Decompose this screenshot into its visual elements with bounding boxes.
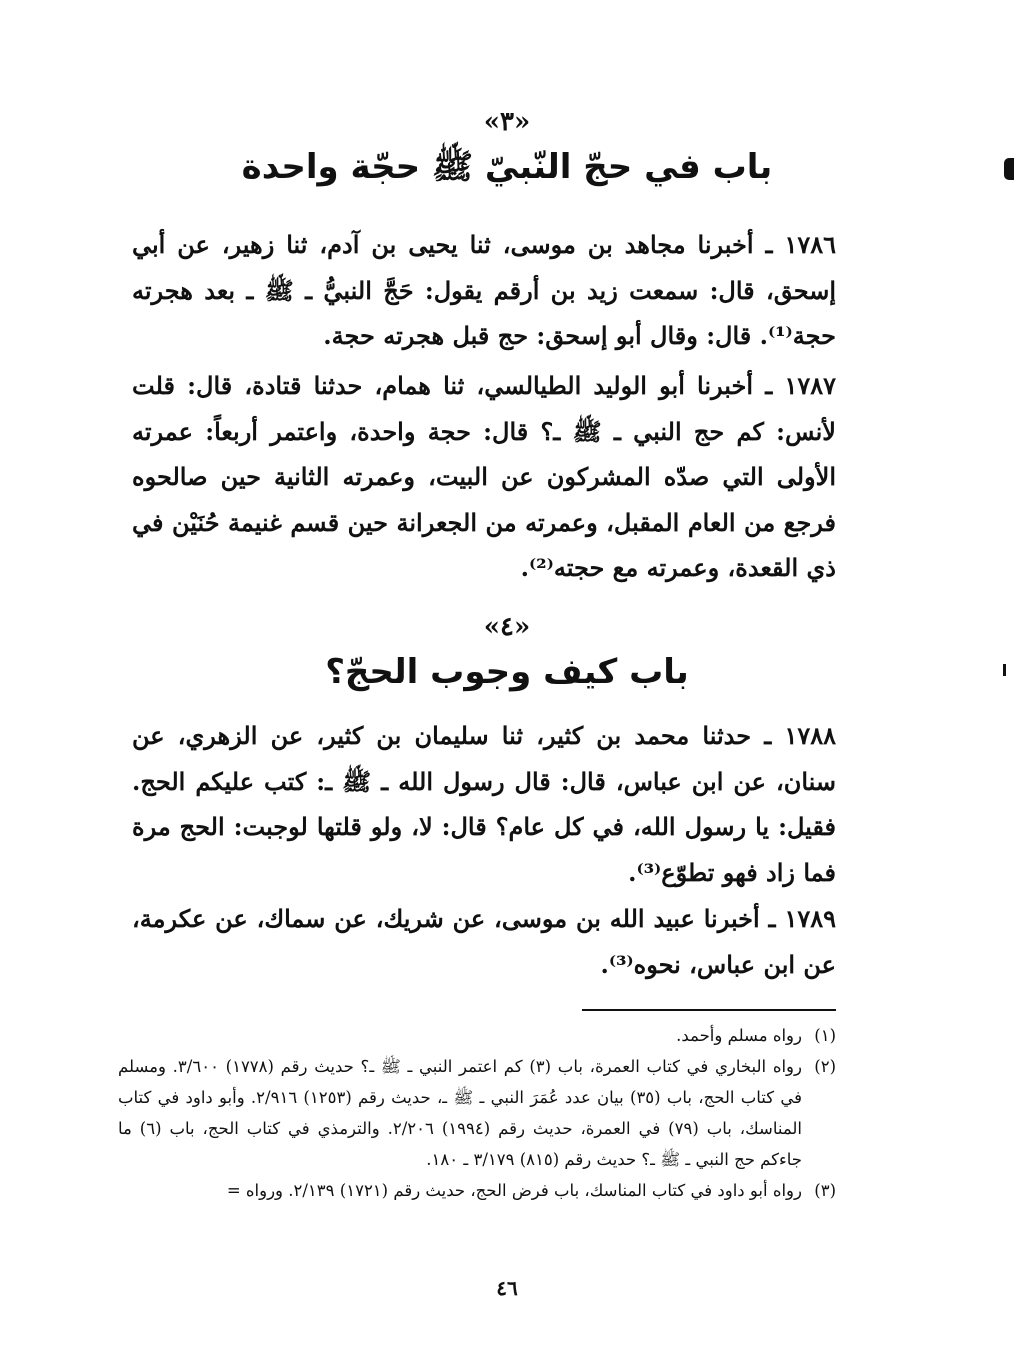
section-number: «٣» [483,107,531,137]
footnote-text: رواه أبو داود في كتاب المناسك، باب فرض الحج، حديث رقم (١٧٢١) ٢/١٣٩. ورواه = [226,1181,802,1200]
hadith-paragraph: ١٧٨٩ ـ أخبرنا عبيد الله بن موسى، عن شريك، عن سماك، عن عكرمة، عن ابن عباس، نحوه⁽³⁾. [132,904,836,979]
footnote [118,1175,836,1206]
footnote-text: رواه البخاري في كتاب العمرة، باب (٣) كم اعتمر النبي ـ ﷺ ـ؟ حديث رقم (١٧٧٨) ٣/٦٠٠. ومسلم في كتاب الحج، باب (٣٥) بيان عدد عُمَرَ النبي ـ ﷺ ـ، حديث رقم (١٢٥٣) ٢/٩١٦. وأبو داود في كتاب المناسك، باب (٧٩) في العمرة، حديث رقم (١٩٩٤) ٢/٢٠٦. والترمذي في كتاب الحج، باب (٦) ما جاءكم حج النبي ـ ﷺ ـ؟ حديث رقم (٨١٥) ٣/١٧٩ ـ ١٨٠. [118,1057,803,1169]
chapter-title: باب في حجّ النّبيّ ﷺ حجّة واحدة [241,147,773,187]
section-number: «٤» [483,612,531,642]
footnote-number: (٢) [814,1057,836,1076]
page-number: ٤٦ [496,1276,518,1300]
hadith-paragraph: ١٧٨٨ ـ حدثنا محمد بن كثير، ثنا سليمان بن كثير، عن الزهري، عن سنان، عن ابن عباس، قال: قال رسول الله ـ ﷺ ـ: كتب عليكم الحج. فقيل: يا رسول الله، في كل عام؟ قال: لا، ولو قلتها لوجبت: الحج مرة فما زاد فهو تطوّع⁽³⁾. [132,721,836,887]
footnote-number: (٣) [814,1181,836,1200]
footnote [118,1051,836,1175]
footnote-text: رواه مسلم وأحمد. [676,1026,802,1045]
chapter-title: باب كيف وجوب الحجّ؟ [325,652,689,692]
hadith-paragraph: ١٧٨٧ ـ أخبرنا أبو الوليد الطيالسي، ثنا همام، حدثنا قتادة، قال: قلت لأنس: كم حج النبي ـ ﷺ ـ؟ قال: حجة واحدة، واعتمر أربعاً: عمرته الأولى التي صدّه المشركون عن البيت، وعمرته الثانية حين صالحوه فرجع من العام المقبل، وعمرته من الجعرانة حين قسم غنيمة حُنَيْن في ذي القعدة، وعمرته مع حجته⁽²⁾. [132,371,836,582]
footnotes [118,1020,836,1206]
footnote-number: (١) [814,1026,836,1045]
footnote-separator [582,1009,836,1011]
hadith-paragraph: ١٧٨٦ ـ أخبرنا مجاهد بن موسى، ثنا يحيى بن آدم، ثنا زهير، عن أبي إسحق، قال: سمعت زيد بن أرقم يقول: حَجَّ النبيُّ ـ ﷺ ـ بعد هجرته حجة⁽¹⁾. قال: وقال أبو إسحق: حج قبل هجرته حجة. [132,230,836,350]
footnote [118,1020,836,1051]
scan-edge-mark [1004,158,1014,180]
scan-edge-mark [1003,664,1006,676]
